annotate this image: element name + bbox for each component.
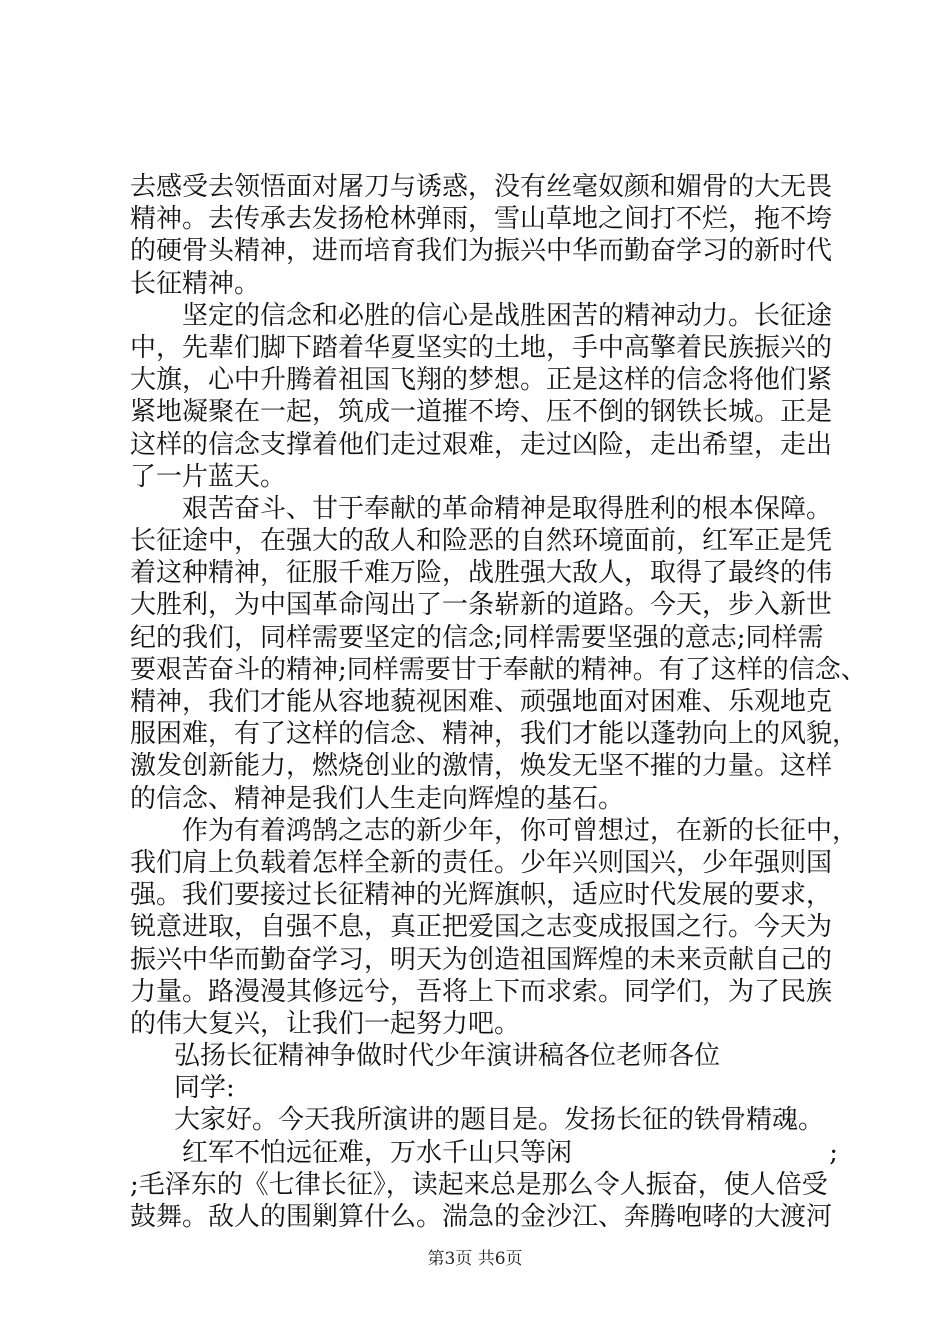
document-body [130,171,867,1233]
text-line: 的信念、精神是我们人生走向辉煌的基石。 [130,783,625,814]
text-line: 大胜利，为中国革命闯出了一条崭新的道路。今天，步入新世 [130,590,833,621]
poem-line [130,1137,850,1169]
text-line: 这样的信念支撑着他们走过艰难，走过凶险，走出希望，走出 [130,429,833,460]
text-line: 精神，我们才能从容地藐视困难、顽强地面对困难、乐观地克 [130,687,833,717]
text-line: 的伟大复兴，让我们一起努力吧。 [130,1008,521,1039]
text-line: 紧地凝聚在一起，筑成一道摧不垮、压不倒的钢铁长城。正是 [130,397,833,428]
text-line: 纪的我们，同样需要坚定的信念;同样需要坚强的意志;同样需 [130,622,824,653]
salutation-line: 同学: [174,1073,235,1104]
paragraph-first-line: 艰苦奋斗、甘于奉献的革命精神是取得胜利的根本保障。 [182,493,833,524]
text-line: 大旗，心中升腾着祖国飞翔的梦想。正是这样的信念将他们紧 [130,365,833,396]
text-line: 振兴中华而勤奋学习，明天为创造祖国辉煌的未来贡献自己的 [130,944,833,975]
text-line: 长征途中，在强大的敌人和险恶的自然环境面前，红军正是凭 [130,526,833,557]
text-line: 精神。去传承去发扬枪林弹雨，雪山草地之间打不烂，拖不垮 [130,204,833,235]
text-line: 长征精神。 [130,268,261,299]
poem-end-mark: ; [829,1137,838,1168]
text-line: ;毛泽东的《七律长征》，读起来总是那么令人振奋，使人倍受 [130,1169,828,1200]
text-line: 去感受去领悟面对屠刀与诱惑，没有丝毫奴颜和媚骨的大无畏 [130,172,833,202]
paragraph-first-line: 作为有着鸿鹄之志的新少年，你可曾想过，在新的长征中， [182,815,859,846]
page-footer: 第3页 共6页 [427,1249,523,1269]
speech-title-line: 弘扬长征精神争做时代少年演讲稿各位老师各位 [174,1041,721,1072]
text-line: 强。我们要接过长征精神的光辉旗帜，适应时代发展的要求， [130,880,833,911]
text-line: 我们肩上负载着怎样全新的责任。少年兴则国兴，少年强则国 [130,847,833,878]
text-line: 激发创新能力，燃烧创业的激情，焕发无坚不摧的力量。这样 [130,751,833,782]
text-line: 中，先辈们脚下踏着华夏坚实的土地，手中高擎着民族振兴的 [130,332,833,363]
poem-text: 红军不怕远征难，万水千山只等闲 [182,1137,573,1168]
text-line: 着这种精神，征服千难万险，战胜强大敌人，取得了最终的伟 [130,558,833,589]
text-line: 力量。路漫漫其修远兮，吾将上下而求索。同学们，为了民族 [130,976,833,1007]
greeting-line: 大家好。今天我所演讲的题目是。发扬长征的铁骨精魂。 [174,1105,825,1136]
text-line: 要艰苦奋斗的精神;同样需要甘于奉献的精神。有了这样的信念、 [130,654,867,685]
text-line: 锐意进取，自强不息，真正把爱国之志变成报国之行。今天为 [130,912,833,943]
text-line: 的硬骨头精神，进而培育我们为振兴中华而勤奋学习的新时代 [130,236,833,267]
text-line: 了一片蓝天。 [130,461,287,492]
paragraph-first-line: 坚定的信念和必胜的信心是战胜困苦的精神动力。长征途 [182,300,833,331]
text-line: 服困难，有了这样的信念、精神，我们才能以蓬勃向上的风貌， [130,719,859,750]
text-line: 鼓舞。敌人的围剿算什么。湍急的金沙江、奔腾咆哮的大渡河 [130,1202,833,1232]
